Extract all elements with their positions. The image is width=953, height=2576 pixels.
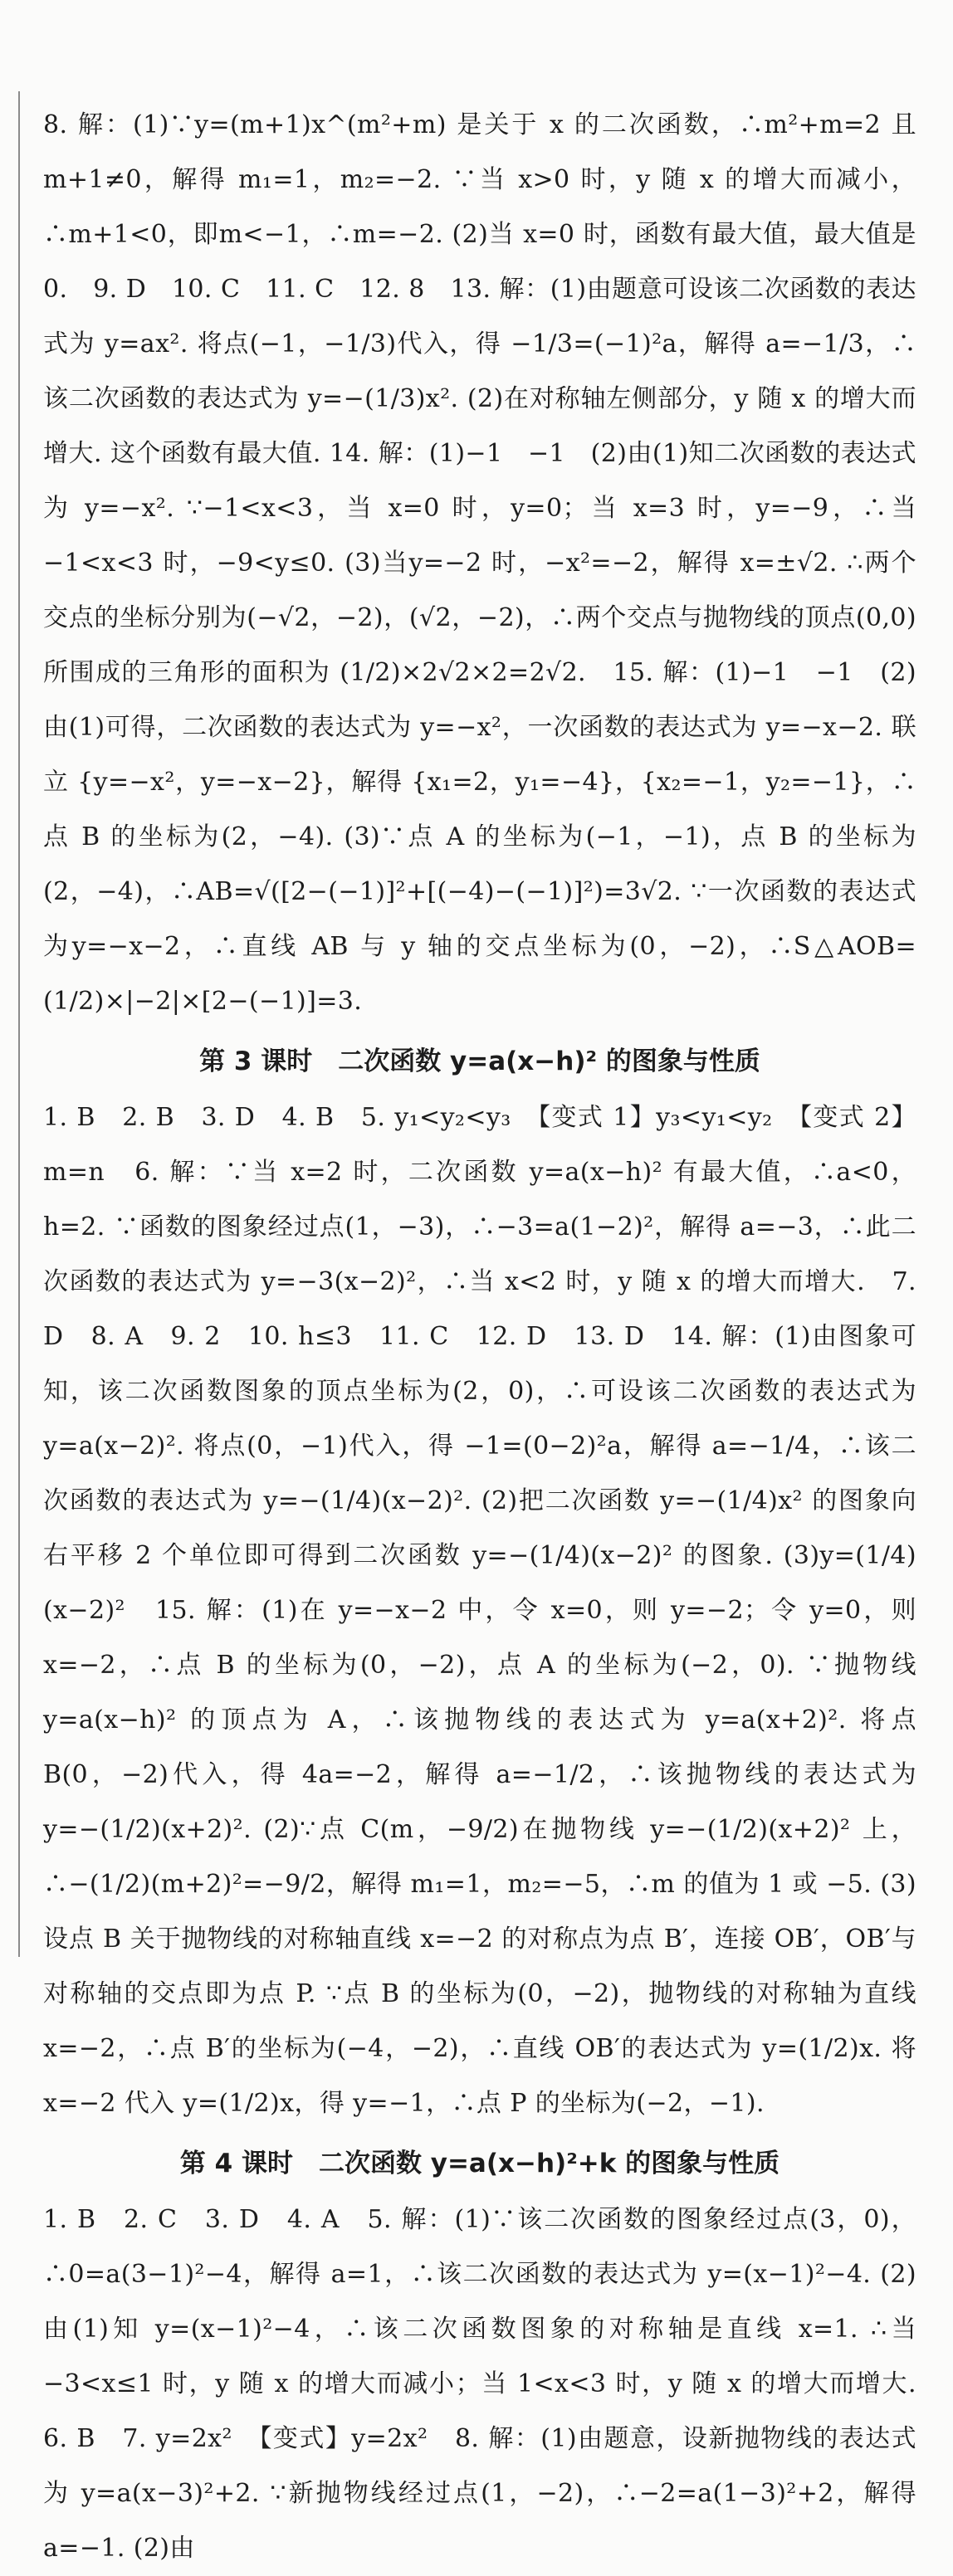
answer-block-lesson-4: 1. B 2. C 3. D 4. A 5. 解：(1)∵该二次函数的图象经过点(3，0)，∴0=a(3−1)²−4，解得 a=1，∴该二次函数的表达式为 y=(x−1)²−4. (2)由(1)知 y=(x−1)²−4，∴该二次函数图象的对称轴是直线 x=1. ∴当 −3<x≤1 时，y 随 x 的增大而减小；当 1<x<3 时，y 随 x 的增大而增大. 6. B 7. y=2x² 【变式】y=2x² 8. 解：(1)由题意，设新抛物线的表达式为 y=a(x−3)²+2. ∵新抛物线经过点(1，−2)，∴−2=a(1−3)²+2，解得 a=−1. (2)由 — [43, 2205, 942, 2563]
answer-block-8-to-15: 8. 解：(1)∵y=(m+1)x^(m²+m) 是关于 x 的二次函数，∴m²+m=2 且 m+1≠0，解得 m₁=1，m₂=−2. ∵当 x>0 时，y 随 x 的增大而减小，∴m+1<0，即m<−1，∴m=−2. (2)当 x=0 时，函数有最大值，最大值是 0. 9. D 10. C 11. C 12. 8 13. 解：(1)由题意可设该二次函数的表达式为 y=ax². 将点(−1，−1/3)代入，得 −1/3=(−1)²a，解得 a=−1/3，∴该二次函数的表达式为 y=−(1/3)x². (2)在对称轴左侧部分，y 随 x 的增大而增大. 这个函数有最大值. 14. 解：(1)−1 −1 (2)由(1)知二次函数的表达式为 y=−x². ∵−1<x<3，当 x=0 时，y=0；当 x=3 时，y=−9，∴当 −1<x<3 时，−9<y≤0. (3)当y=−2 时，−x²=−2，解得 x=±√2. ∴两个交点的坐标分别为(−√2，−2)，(√2，−2)，∴两个交点与抛物线的顶点(0,0)所围成的三角形的面积为 (1/2)×2√2×2=2√2. 15. 解：(1)−1 −1 (2)由(1)可得，二次函数的表达式为 y=−x²，一次函数的表达式为 y=−x−2. 联立 {y=−x²，y=−x−2}，解得 {x₁=2，y₁=−4}，{x₂=−1，y₂=−1}，∴点 B 的坐标为(2，−4). (3)∵点 A 的坐标为(−1，−1)，点 B 的坐标为(2，−4)，∴AB=√([2−(−1)]²+[(−4)−(−1)]²)=3√2. ∵一次函数的表达式为y=−x−2，∴直线 AB 与 y 轴的交点坐标为(0，−2)，∴S△AOB=(1/2)×|−2|×[2−(−1)]=3. — [43, 110, 916, 1016]
section-heading-lesson-3: 第 3 课时 二次函数 y=a(x−h)² 的图象与性质 — [199, 1046, 760, 1076]
left-margin-rule — [18, 91, 20, 1957]
answer-block-lesson-3: 1. B 2. B 3. D 4. B 5. y₁<y₂<y₃ 【变式 1】y₃<y₁<y₂ 【变式 2】m=n 6. 解：∵当 x=2 时，二次函数 y=a(x−h)² 有最大值，∴a<0，h=2. ∵函数的图象经过点(1，−3)，∴−3=a(1−2)²，解得 a=−3，∴此二次函数的表达式为 y=−3(x−2)²，∴当 x<2 时，y 随 x 的增大而增大. 7. D 8. A 9. 2 10. h≤3 11. C 12. D 13. D 14. 解：(1)由图象可知，该二次函数图象的顶点坐标为(2，0)，∴可设该二次函数的表达式为 y=a(x−2)². 将点(0，−1)代入，得 −1=(0−2)²a，解得 a=−1/4，∴该二次函数的表达式为 y=−(1/4)(x−2)². (2)把二次函数 y=−(1/4)x² 的图象向右平移 2 个单位即可得到二次函数 y=−(1/4)(x−2)² 的图象. (3)y=(1/4)(x−2)² 15. 解：(1)在 y=−x−2 中，令 x=0，则 y=−2；令 y=0，则 x=−2，∴点 B 的坐标为(0，−2)，点 A 的坐标为(−2，0). ∵抛物线 y=a(x−h)² 的顶点为 A，∴该抛物线的表达式为 y=a(x+2)². 将点 B(0，−2)代入，得 4a=−2，解得 a=−1/2，∴该抛物线的表达式为 y=−(1/2)(x+2)². (2)∵点 C(m，−9/2)在抛物线 y=−(1/2)(x+2)² 上，∴−(1/2)(m+2)²=−9/2，解得 m₁=1，m₂=−5，∴m 的值为 1 或 −5. (3)设点 B 关于抛物线的对称轴直线 x=−2 的对称点为点 B′，连接 OB′，OB′与对称轴的交点即为点 P. ∵点 B 的坐标为(0，−2)，抛物线的对称轴为直线 x=−2，∴点 B′的坐标为(−4，−2)，∴直线 OB′的表达式为 y=(1/2)x. 将 x=−2 代入 y=(1/2)x，得 y=−1，∴点 P 的坐标为(−2，−1). — [43, 1103, 916, 2118]
section-heading-lesson-4: 第 4 课时 二次函数 y=a(x−h)²+k 的图象与性质 — [179, 2149, 780, 2178]
